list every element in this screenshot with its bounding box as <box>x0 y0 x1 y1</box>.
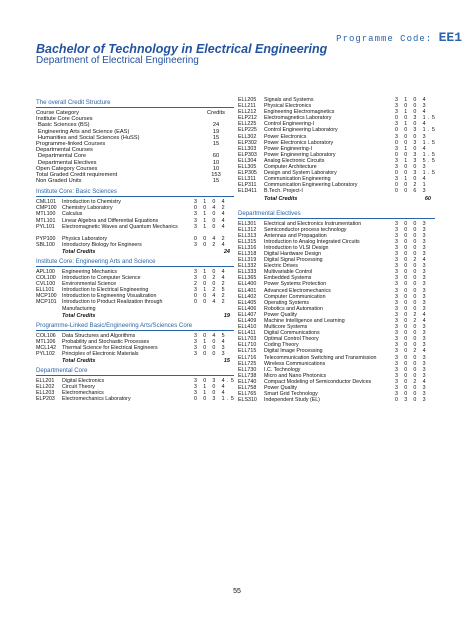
course-ltp-credits: 2 0 0 2 <box>194 281 227 288</box>
course-code: ELP212 <box>238 115 257 122</box>
category-credits: 24 <box>212 122 220 129</box>
course-ltp-credits: 3 0 0 3 <box>395 103 428 110</box>
course-ltp-credits: 0 0 4 2 <box>194 299 227 306</box>
course-ltp-credits: 3 1 0 4 <box>194 269 227 275</box>
course-ltp-credits: 3 0 2 4 <box>395 348 428 355</box>
eas-total <box>36 313 234 320</box>
course-ltp-credits: 3 1 0 4 <box>194 211 227 218</box>
course-name: Power Engineering Laboratory <box>264 151 336 158</box>
section-title-overall: The overall Credit Structure <box>36 99 234 108</box>
course-ltp-credits: 0 0 4 2 <box>194 235 227 242</box>
course-name: Circuit Theory <box>62 384 95 391</box>
category-label: Non Graded Units <box>36 178 82 185</box>
course-row <box>36 396 237 403</box>
course-code: ELL402 <box>238 293 257 300</box>
course-name: Robotics and Automation <box>264 305 323 312</box>
category-credits: 10 <box>212 165 220 172</box>
programme-code-label: Programme Code: <box>336 34 433 44</box>
course-name: Introduction to Product Realization through Manufacturing <box>62 299 163 312</box>
course-name: Introduction to Computer Science <box>62 275 141 282</box>
course-name: Operating Systems <box>264 299 310 306</box>
course-code: ELP203 <box>36 396 55 403</box>
course-ltp-credits: 3 0 0 3 <box>395 354 428 361</box>
category-label: Total Graded Credit requirement <box>36 171 118 178</box>
departmental-core-total <box>238 196 435 203</box>
left-column <box>36 97 237 403</box>
course-ltp-credits: 3 1 0 4 <box>395 121 428 128</box>
course-name: Physical Electronics <box>264 103 312 110</box>
course-name: Control Engineering Laboratory <box>264 127 338 134</box>
course-name: Optimal Control Theory <box>264 336 319 343</box>
credit-structure-table <box>36 110 234 184</box>
course-ltp-credits: 3 0 2 4 <box>395 311 428 318</box>
course-code: COL100 <box>36 275 56 282</box>
course-name: Introduction to Analog Integrated Circuits <box>264 238 360 245</box>
course-code: ELP303 <box>238 151 257 158</box>
basic-sciences-total <box>36 249 234 256</box>
course-code: ELL716 <box>238 354 257 361</box>
course-row <box>36 299 234 311</box>
course-ltp-credits: 0 0 3 1.5 <box>194 396 237 403</box>
course-ltp-credits: 0 0 6 3 <box>395 188 428 195</box>
category-label: Basic Sciences (BS) <box>38 122 90 129</box>
course-code: COL106 <box>36 332 56 339</box>
course-ltp-credits: 0 0 3 1.5 <box>395 170 438 177</box>
course-row <box>238 188 435 194</box>
course-code: ELL758 <box>238 385 257 392</box>
course-code: ELL407 <box>238 311 257 318</box>
course-ltp-credits: 3 0 0 3 <box>395 244 428 251</box>
course-ltp-credits: 3 0 0 3 <box>395 360 428 367</box>
course-ltp-credits: 3 0 2 4 <box>395 378 428 385</box>
category-label: Programme-linked Courses <box>36 140 106 147</box>
course-ltp-credits: 3 1 0 4 <box>194 199 227 206</box>
course-code: PYL101 <box>36 223 55 230</box>
course-code: ELL710 <box>238 342 257 349</box>
course-name: Coding Theory <box>264 342 299 349</box>
course-code: ELL703 <box>238 336 257 343</box>
course-ltp-credits: 3 0 0 3 <box>395 342 428 349</box>
course-ltp-credits: 3 1 0 4 <box>194 223 227 230</box>
course-code: ELL365 <box>238 275 257 282</box>
department-name: Department of Electrical Engineering <box>36 55 199 66</box>
course-name: Power Quality <box>264 385 297 392</box>
course-ltp-credits: 3 0 0 3 <box>395 372 428 379</box>
course-ltp-credits: 3 1 0 4 <box>194 384 227 391</box>
course-ltp-credits: 0 0 3 1.5 <box>395 139 438 146</box>
course-ltp-credits: 3 0 0 3 <box>395 275 428 282</box>
course-ltp-credits: 3 1 0 4 <box>194 390 227 397</box>
course-code: ELL401 <box>238 287 257 294</box>
category-label: Open Category Courses <box>36 165 98 172</box>
category-credits: 10 <box>212 159 220 166</box>
category-credits: 153 <box>211 171 221 178</box>
course-code: ELL302 <box>238 133 257 140</box>
course-name: Engineering Mechanics <box>62 269 118 275</box>
credits-header: Credits <box>206 110 225 116</box>
category-credits: 15 <box>212 134 220 141</box>
course-code: ELL211 <box>238 103 256 110</box>
credit-structure-row <box>36 178 234 184</box>
course-category-header: Course Category <box>36 110 79 116</box>
course-code: ELL406 <box>238 305 257 312</box>
basic-sciences-list <box>36 199 234 248</box>
course-code: ELL740 <box>238 378 257 385</box>
course-name: Antennas and Propagation <box>264 232 327 239</box>
course-name: Probability and Stochastic Processes <box>62 338 150 345</box>
course-code: ELL319 <box>238 257 257 264</box>
course-row <box>36 224 234 236</box>
course-name: Power Engineering-I <box>264 145 312 152</box>
course-name: Micro and Nano Photonics <box>264 372 327 379</box>
programme-linked-list <box>36 333 234 357</box>
course-name: Digital Signal Processing <box>264 257 323 264</box>
course-name: Multivariable Control <box>264 269 313 276</box>
course-name: Linear Algebra and Differential Equations <box>62 217 159 224</box>
course-ltp-credits: 3 0 0 3 <box>395 220 428 227</box>
course-code: CVL100 <box>36 281 56 288</box>
section-title-programme-linked: Programme-Linked Basic/Engineering Arts/Sciences Core <box>36 322 234 331</box>
course-name: Power Systems Protection <box>264 281 327 288</box>
course-ltp-credits: 0 0 3 1.5 <box>395 127 438 134</box>
course-code: ELP305 <box>238 170 257 177</box>
course-ltp-credits: 3 1 2 5 <box>194 287 227 294</box>
course-code: ELL101 <box>36 287 55 294</box>
course-ltp-credits: 3 0 0 3 <box>395 305 428 312</box>
course-code: ELL405 <box>238 299 257 306</box>
course-ltp-credits: 0 0 4 2 <box>194 293 227 300</box>
course-code: ELS310 <box>238 397 257 404</box>
section-title-eas: Institute Core: Engineering Arts and Science <box>36 258 234 267</box>
course-name: Digital Electronics <box>62 378 105 385</box>
course-ltp-credits: 0 0 3 1.5 <box>395 151 438 158</box>
course-code: ELL304 <box>238 157 257 164</box>
category-label: Engineering Arts and Science (EAS) <box>38 128 130 135</box>
section-title-departmental-core: Departmental Core <box>36 367 234 376</box>
course-ltp-credits: 3 0 0 3 <box>395 366 428 373</box>
course-ltp-credits: 3 0 0 3 <box>395 133 428 140</box>
course-name: Power Electronics <box>264 133 307 140</box>
right-column <box>238 97 438 404</box>
course-code: ELP302 <box>238 139 257 146</box>
course-name: Computer Communication <box>264 293 326 300</box>
course-code: ELL311 <box>238 176 256 183</box>
section-title-basic-sciences: Institute Core: Basic Sciences <box>36 188 234 197</box>
course-name: Introduction to Electrical Engineering <box>62 287 149 294</box>
course-row <box>238 397 435 403</box>
category-credits: 15 <box>212 140 220 147</box>
course-ltp-credits: 3 0 0 3 <box>395 232 428 239</box>
category-credits: 15 <box>212 178 220 185</box>
course-code: MTL101 <box>36 217 56 224</box>
course-name: Calculus <box>62 211 83 218</box>
departmental-core-list-left <box>36 378 237 403</box>
course-ltp-credits: 3 0 0 3 <box>395 336 428 343</box>
category-label: Departmental Core <box>38 153 87 160</box>
course-code: ELL303 <box>238 145 257 152</box>
course-ltp-credits: 3 0 0 3 <box>395 226 428 233</box>
course-ltp-credits: 3 0 0 3 <box>395 324 428 331</box>
course-code: ELL333 <box>238 269 257 276</box>
course-name: Smart Grid Technology <box>264 391 318 398</box>
course-ltp-credits: 3 0 0 3 <box>395 391 428 398</box>
course-name: Electromechanics <box>62 390 104 397</box>
course-name: Environmental Science <box>62 281 117 288</box>
course-ltp-credits: 3 0 4 5 <box>194 332 227 339</box>
course-ltp-credits: 3 0 2 4 <box>395 257 428 264</box>
course-code: ELL332 <box>238 263 257 270</box>
course-name: Analog Electronic Circuits <box>264 157 325 164</box>
course-ltp-credits: 0 0 2 1 <box>395 182 428 189</box>
course-code: ELD411 <box>238 188 257 195</box>
course-name: Wireless Communications <box>264 360 326 367</box>
course-name: I.C. Technology <box>264 366 301 373</box>
course-code: ELL212 <box>238 109 257 116</box>
course-name: Electric Drives <box>264 263 298 270</box>
course-name: Digital Hardware Design <box>264 250 322 257</box>
course-code: ELL318 <box>238 250 257 257</box>
total-label: Total Credits <box>62 358 96 365</box>
page-title: Bachelor of Technology in Electrical Engineering <box>36 42 328 56</box>
course-name: Thermal Science for Electrical Engineers <box>62 344 158 351</box>
course-ltp-credits: 3 0 0 3 <box>395 250 428 257</box>
course-name: Data Structures and Algorithms <box>62 332 136 339</box>
course-name: Design and System Laboratory <box>264 170 337 177</box>
category-label: Departmental Courses <box>36 147 93 154</box>
course-name: Electrical and Electronics Instrumentation <box>264 220 362 227</box>
eas-list <box>36 269 234 312</box>
course-code: ELL301 <box>238 220 257 227</box>
course-name: Communication Engineering Laboratory <box>264 182 358 189</box>
course-ltp-credits: 3 0 0 3 <box>395 385 428 392</box>
course-row <box>36 351 234 357</box>
course-name: Digital Communications <box>264 330 320 337</box>
course-code: ELL203 <box>36 390 55 397</box>
total-label: Total Credits <box>264 195 298 202</box>
course-code: PYP100 <box>36 235 56 242</box>
course-ltp-credits: 0 0 4 2 <box>194 205 227 212</box>
course-ltp-credits: 3 1 3 5.5 <box>395 157 438 164</box>
course-code: APL100 <box>36 269 55 275</box>
course-ltp-credits: 0 0 3 1.5 <box>395 115 438 122</box>
course-code: SBL100 <box>36 241 55 248</box>
course-ltp-credits: 3 0 0 3 <box>395 269 428 276</box>
course-name: Power Quality <box>264 311 297 318</box>
course-code: ELP225 <box>238 127 257 134</box>
course-name: Physics Laboratory <box>62 235 108 242</box>
course-code: MTL106 <box>36 338 56 345</box>
total-value: 24 <box>223 249 230 255</box>
course-name: Communication Engineering <box>264 176 331 183</box>
page-number: 55 <box>233 588 241 595</box>
course-name: Electromagnetic Waves and Quantum Mechanics <box>62 223 178 230</box>
course-code: CML101 <box>36 199 57 206</box>
course-code: CMP100 <box>36 205 57 212</box>
course-code: ELL313 <box>238 232 257 239</box>
course-name: Electromechanics Laboratory <box>62 396 131 403</box>
course-code: ELL725 <box>238 360 257 367</box>
course-name: Telecommunication Switching and Transmission <box>264 354 377 361</box>
course-code: ELL316 <box>238 244 257 251</box>
course-code: ELL201 <box>36 378 55 385</box>
course-ltp-credits: 3 0 0 3 <box>395 281 428 288</box>
course-ltp-credits: 3 1 0 4 <box>395 97 428 103</box>
course-ltp-credits: 3 0 3 4.5 <box>194 378 237 385</box>
course-name: Introduction to VLSI Design <box>264 244 329 251</box>
course-ltp-credits: 3 1 0 4 <box>395 109 428 116</box>
course-name: Introduction to Engineering Visualization <box>62 293 157 300</box>
course-ltp-credits: 3 0 0 3 <box>395 287 428 294</box>
category-credits: 19 <box>212 128 220 135</box>
course-name: Advanced Electromechanics <box>264 287 331 294</box>
course-ltp-credits: 3 0 0 3 <box>194 344 227 351</box>
course-ltp-credits: 3 1 0 4 <box>395 176 428 183</box>
course-name: Digital Image Processing <box>264 348 323 355</box>
course-code: ELL738 <box>238 372 257 379</box>
course-code: ELL202 <box>36 384 55 391</box>
course-name: Engineering Electromagnetics <box>264 109 335 116</box>
course-code: MCP101 <box>36 299 57 306</box>
course-name: Electromagnetics Laboratory <box>264 115 332 122</box>
course-code: ELL205 <box>238 97 257 103</box>
course-code: ELL730 <box>238 366 257 373</box>
electives-list <box>238 221 435 404</box>
course-code: ELL400 <box>238 281 257 288</box>
course-ltp-credits: 3 1 0 4 <box>395 145 428 152</box>
course-name: Computer Architecture <box>264 164 317 171</box>
course-ltp-credits: 3 0 0 3 <box>395 263 428 270</box>
departmental-core-list-right <box>238 97 438 195</box>
course-code: ELL305 <box>238 164 257 171</box>
course-name: Multicore Systems <box>264 324 308 331</box>
course-name: Independent Study (EL) <box>264 397 320 404</box>
total-label: Total Credits <box>62 249 96 255</box>
course-name: Embedded Systems <box>264 275 312 282</box>
course-code: ELL315 <box>238 238 257 245</box>
course-name: Semiconductor process technology <box>264 226 347 233</box>
course-name: Principles of Electronic Materials <box>62 350 139 357</box>
course-ltp-credits: 3 0 2 4 <box>194 275 227 282</box>
course-ltp-credits: 3 0 0 3 <box>395 238 428 245</box>
category-label: Institute Core Courses <box>36 116 93 123</box>
category-credits: 60 <box>212 153 220 160</box>
course-ltp-credits: 3 0 0 3 <box>194 350 227 357</box>
course-name: Chemistry Laboratory <box>62 205 113 212</box>
course-code: ELL409 <box>238 318 257 324</box>
course-name: Control Engineering-I <box>264 121 315 128</box>
course-name: Power Electronics Laboratory <box>264 139 334 146</box>
course-name: Signals and Systems <box>264 97 314 103</box>
course-code: ELL225 <box>238 121 257 128</box>
course-name: Compact Modeling of Semiconductor Devices <box>264 378 372 385</box>
programme-code-value: EE1 <box>438 30 462 45</box>
course-code: MTL100 <box>36 211 56 218</box>
course-code: ELL410 <box>238 324 257 331</box>
course-ltp-credits: 3 0 2 4 <box>395 318 428 324</box>
course-name: B.Tech. Project-I <box>264 188 303 195</box>
category-label: Departmental Electives <box>38 159 97 166</box>
course-code: ELL411 <box>238 330 256 337</box>
total-label: Total Credits <box>62 312 96 319</box>
course-code: ELL765 <box>238 391 257 398</box>
course-code: ELP311 <box>238 182 257 189</box>
course-row <box>36 242 234 248</box>
course-ltp-credits: 3 1 0 4 <box>194 338 227 345</box>
course-name: Machine Intelligence and Learning <box>264 318 345 324</box>
course-ltp-credits: 3 0 2 4 <box>194 241 227 248</box>
course-ltp-credits: 3 1 0 4 <box>194 217 227 224</box>
course-ltp-credits: 3 0 0 3 <box>395 293 428 300</box>
course-name: Introduction to Chemistry <box>62 199 121 206</box>
total-value: 19 <box>223 312 230 319</box>
course-ltp-credits: 3 0 0 3 <box>395 164 428 171</box>
programme-code <box>336 30 462 45</box>
course-code: ELL312 <box>238 226 257 233</box>
course-code: PYL102 <box>36 350 55 357</box>
total-value: 60 <box>424 195 431 202</box>
course-ltp-credits: 0 3 0 3 <box>395 397 428 404</box>
total-value: 15 <box>223 358 230 365</box>
course-ltp-credits: 3 0 0 3 <box>395 299 428 306</box>
course-name: Introductory Biology for Engineers <box>62 241 142 248</box>
course-code: MCP100 <box>36 293 57 300</box>
course-ltp-credits: 3 0 0 3 <box>395 330 428 337</box>
course-code: ELL715 <box>238 348 257 355</box>
course-code: MCL142 <box>36 344 57 351</box>
category-label: Humanities and Social Sciences (HuSS) <box>38 134 140 141</box>
programme-linked-total <box>36 358 234 365</box>
section-title-electives: Departmental Electives <box>238 210 435 219</box>
